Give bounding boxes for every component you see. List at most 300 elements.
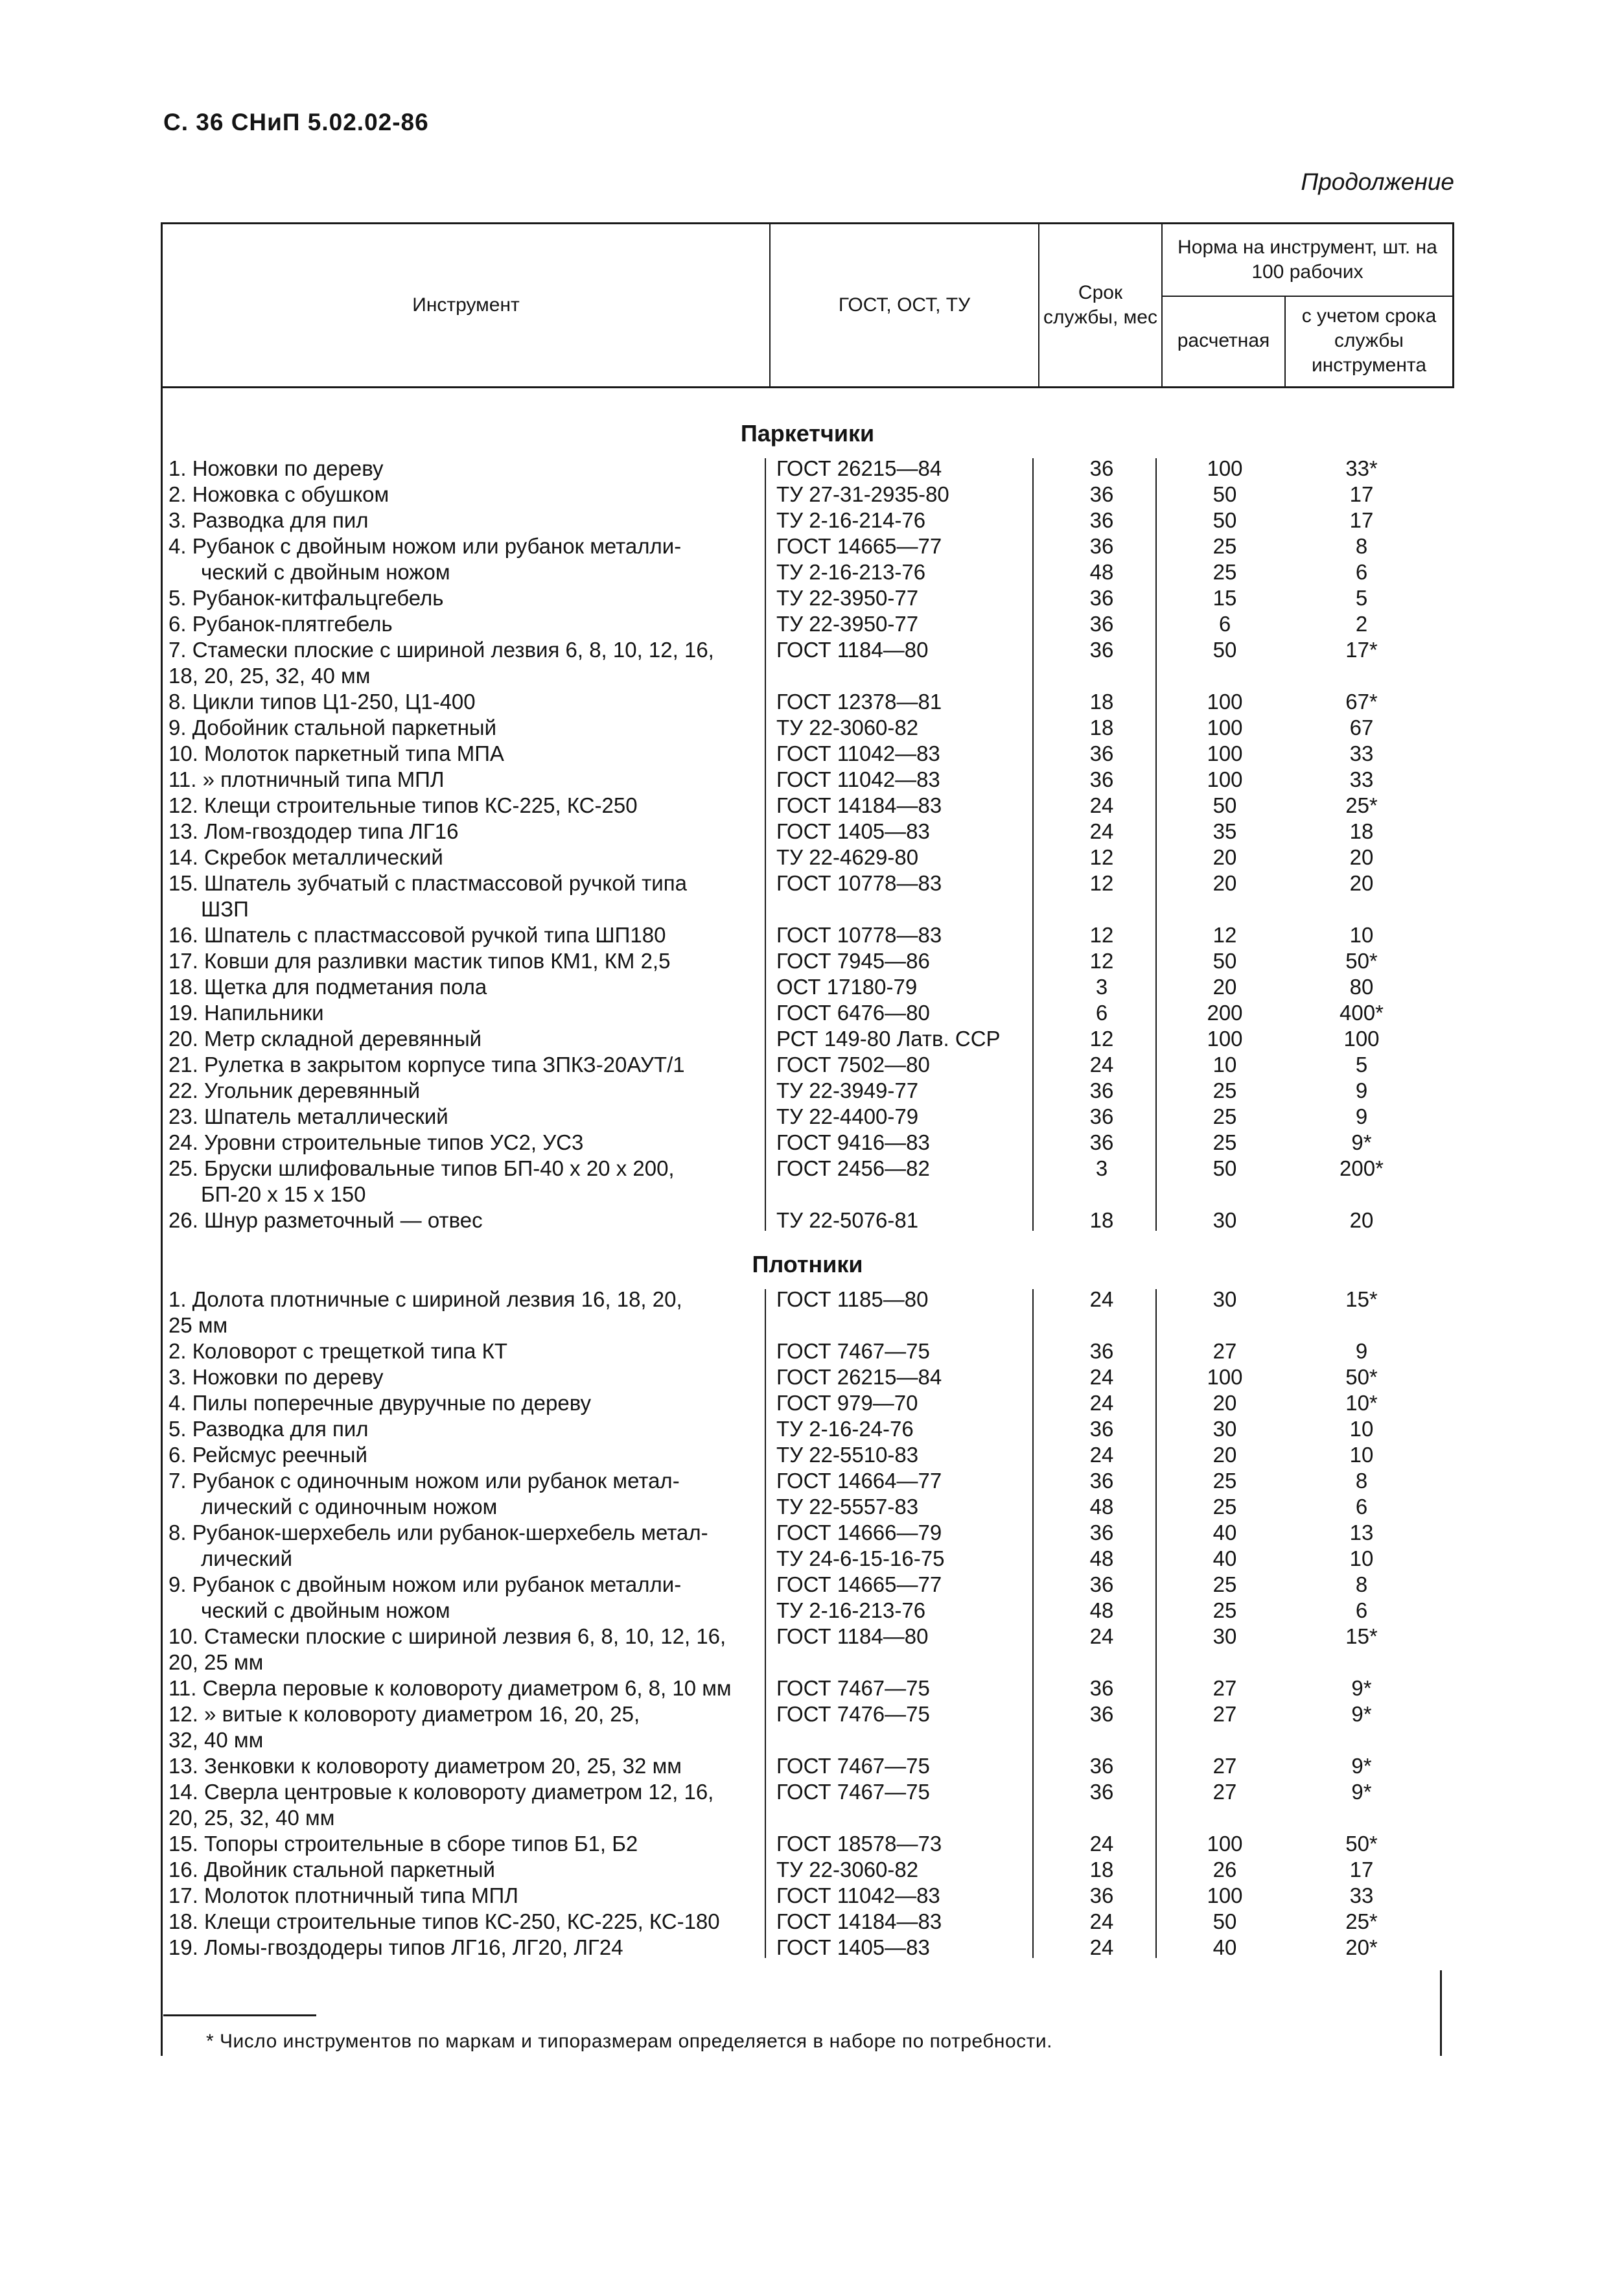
cell-service-life: 12: [1089, 1027, 1114, 1051]
cell-norm-life: 18: [1349, 819, 1374, 843]
cell-tool: 32, 40 мм: [168, 1728, 264, 1752]
column-header-norm-life: с учетом срока службы инструмента: [1301, 305, 1437, 376]
cell-norm-life: 9*: [1351, 1130, 1372, 1154]
cell-norm-calc: 100: [1207, 1027, 1243, 1051]
cell-tool: 2. Коловорот с трещеткой типа КТ: [168, 1339, 508, 1363]
cell-service-life: 18: [1089, 716, 1114, 740]
cell-norm-life: 80: [1349, 975, 1374, 999]
cell-service-life: 36: [1089, 482, 1114, 506]
cell-gost: ГОСТ 6476—80: [776, 1001, 930, 1025]
cell-service-life: 36: [1089, 612, 1114, 636]
cell-tool: 24. Уровни строительные типов УС2, УС3: [168, 1130, 584, 1154]
cell-norm-calc: 26: [1212, 1858, 1237, 1882]
cell-tool: 1. Ножовки по дереву: [168, 456, 384, 480]
cell-tool: 18, 20, 25, 32, 40 мм: [168, 664, 371, 688]
cell-tool: 16. Двойник стальной паркетный: [168, 1858, 495, 1882]
cell-norm-life: 10: [1349, 1443, 1374, 1467]
cell-gost: ТУ 27-31-2935-80: [776, 482, 949, 506]
cell-tool: 15. Шпатель зубчатый с пластмассовой ручкой типа: [168, 871, 687, 895]
cell-norm-calc: 25: [1212, 560, 1237, 584]
cell-norm-life: 100: [1343, 1027, 1380, 1051]
cell-service-life: 24: [1089, 819, 1114, 843]
cell-service-life: 36: [1089, 1676, 1114, 1700]
table-row: [163, 1831, 1453, 1857]
cell-service-life: 24: [1089, 1935, 1114, 1959]
cell-tool: 7. Стамески плоские с шириной лезвия 6, 8, 10, 12, 16,: [168, 638, 714, 662]
cell-norm-calc: 10: [1212, 1053, 1237, 1077]
cell-service-life: 24: [1089, 1624, 1114, 1648]
cell-tool: 25 мм: [168, 1313, 228, 1337]
cell-tool: 14. Скребок металлический: [168, 845, 443, 869]
table-row: [163, 819, 1453, 845]
cell-norm-calc: 20: [1212, 975, 1237, 999]
cell-tool: 12. » витые к коловороту диаметром 16, 20, 25,: [168, 1702, 640, 1726]
footnote: * Число инструментов по маркам и типоразмерам определяется в наборе по потребности.: [206, 2031, 1052, 2052]
cell-norm-life: 9*: [1351, 1780, 1372, 1804]
table-header: [161, 222, 1454, 388]
cell-tool: 3. Ножовки по дереву: [168, 1365, 384, 1389]
cell-norm-life: 20: [1349, 845, 1374, 869]
table-row: [163, 1649, 1453, 1675]
cell-service-life: 24: [1089, 1391, 1114, 1415]
cell-norm-calc: 27: [1212, 1780, 1237, 1804]
cell-service-life: 36: [1089, 1754, 1114, 1778]
column-header-norm: Норма на инструмент, шт. на 100 рабочих: [1163, 224, 1452, 297]
cell-gost: ГОСТ 9416—83: [776, 1130, 930, 1154]
cell-tool: 19. Ломы-гвоздодеры типов ЛГ16, ЛГ20, ЛГ24: [168, 1935, 623, 1959]
column-header-tool: Инструмент: [163, 224, 771, 386]
column-header-norm-calc: расчетная: [1163, 296, 1286, 386]
cell-tool: 12. Клещи строительные типов КС-225, КС-250: [168, 793, 638, 817]
cell-gost: ГОСТ 18578—73: [776, 1832, 942, 1856]
cell-tool: 20. Метр складной деревянный: [168, 1027, 482, 1051]
table-row: [163, 585, 1453, 611]
cell-gost: ГОСТ 11042—83: [776, 741, 940, 765]
cell-tool: 23. Шпатель металлический: [168, 1104, 448, 1128]
cell-norm-calc: 25: [1212, 1495, 1237, 1519]
cell-gost: ГОСТ 979—70: [776, 1391, 918, 1415]
cell-norm-calc: 100: [1207, 1832, 1243, 1856]
cell-norm-life: 9: [1355, 1104, 1368, 1128]
cell-tool: лический: [201, 1546, 293, 1570]
cell-gost: ТУ 22-3950-77: [776, 612, 919, 636]
table-row: [163, 1494, 1453, 1520]
cell-tool: 10. Молоток паркетный типа МПА: [168, 741, 504, 765]
cell-tool: 1. Долота плотничные с шириной лезвия 16, 18, 20,: [168, 1287, 682, 1311]
table-row: [163, 715, 1453, 741]
cell-norm-life: 33*: [1345, 456, 1378, 480]
table-row: [163, 1390, 1453, 1416]
cell-norm-calc: 100: [1207, 1883, 1243, 1907]
cell-norm-calc: 15: [1212, 586, 1237, 610]
cell-norm-life: 15*: [1345, 1624, 1378, 1648]
cell-gost: ГОСТ 7467—75: [776, 1676, 930, 1700]
table-row: [163, 870, 1453, 896]
table-row: [163, 1935, 1453, 1961]
table-row: [163, 482, 1453, 507]
cell-gost: ГОСТ 1184—80: [776, 1624, 929, 1648]
cell-norm-calc: 30: [1212, 1624, 1237, 1648]
cell-norm-life: 50*: [1345, 1365, 1378, 1389]
cell-tool: 18. Щетка для подметания пола: [168, 975, 487, 999]
table-row: [163, 1624, 1453, 1649]
table-row: [163, 1727, 1453, 1753]
table-row: [163, 1675, 1453, 1701]
cell-norm-life: 8: [1355, 1572, 1368, 1596]
cell-service-life: 48: [1089, 1546, 1114, 1570]
table-row: [163, 1312, 1453, 1338]
cell-norm-calc: 25: [1212, 534, 1237, 558]
cell-tool: 17. Ковши для разливки мастик типов КМ1, КМ 2,5: [168, 949, 671, 973]
cell-norm-calc: 27: [1212, 1676, 1237, 1700]
cell-tool: 9. Рубанок с двойным ножом или рубанок металли-: [168, 1572, 682, 1596]
cell-norm-life: 25*: [1345, 1909, 1378, 1933]
cell-tool: 8. Рубанок-шерхебель или рубанок-шерхебель метал-: [168, 1521, 708, 1544]
cell-norm-calc: 50: [1212, 638, 1237, 662]
cell-tool: ческий с двойным ножом: [201, 560, 450, 584]
cell-gost: ТУ 24-6-15-16-75: [776, 1546, 945, 1570]
cell-gost: ТУ 2-16-213-76: [776, 560, 926, 584]
cell-service-life: 12: [1089, 923, 1114, 947]
cell-norm-life: 5: [1355, 1053, 1368, 1077]
cell-norm-calc: 20: [1212, 871, 1237, 895]
cell-norm-life: 17: [1349, 482, 1374, 506]
column-header-service-life: Срок службы, мес: [1039, 224, 1163, 386]
cell-gost: ГОСТ 14184—83: [776, 1909, 942, 1933]
cell-gost: ТУ 2-16-24-76: [776, 1417, 914, 1441]
cell-tool: 19. Напильники: [168, 1001, 324, 1025]
cell-gost: ГОСТ 14184—83: [776, 793, 942, 817]
cell-service-life: 24: [1089, 793, 1114, 817]
cell-tool: 13. Лом-гвоздодер типа ЛГ16: [168, 819, 459, 843]
table-row: [163, 1104, 1453, 1130]
cell-tool: 4. Пилы поперечные двуручные по дереву: [168, 1391, 592, 1415]
cell-tool: 6. Рубанок-плятгебель: [168, 612, 393, 636]
cell-gost: ГОСТ 26215—84: [776, 1365, 942, 1389]
cell-tool: 2. Ножовка с обушком: [168, 482, 389, 506]
cell-norm-life: 8: [1355, 534, 1368, 558]
cell-service-life: 36: [1089, 1078, 1114, 1102]
cell-norm-calc: 50: [1212, 949, 1237, 973]
cell-norm-life: 9: [1355, 1078, 1368, 1102]
table-row: [163, 1883, 1453, 1909]
cell-norm-life: 33: [1349, 767, 1374, 791]
cell-norm-calc: 50: [1212, 1156, 1237, 1180]
table-row: [163, 1598, 1453, 1624]
table-row: [163, 1182, 1453, 1207]
table-row: [163, 1026, 1453, 1052]
cell-norm-calc: 50: [1212, 482, 1237, 506]
table-row: [163, 741, 1453, 767]
cell-gost: ТУ 2-16-214-76: [776, 508, 926, 532]
cell-norm-life: 9*: [1351, 1702, 1372, 1726]
cell-gost: ГОСТ 26215—84: [776, 456, 942, 480]
cell-norm-life: 5: [1355, 586, 1368, 610]
cell-gost: ГОСТ 1405—83: [776, 819, 930, 843]
cell-tool: 14. Сверла центровые к коловороту диаметром 12, 16,: [168, 1780, 714, 1804]
table-row: [163, 611, 1453, 637]
cell-norm-calc: 35: [1212, 819, 1237, 843]
table-row: [163, 896, 1453, 922]
cell-norm-calc: 27: [1212, 1339, 1237, 1363]
cell-gost: ГОСТ 7502—80: [776, 1053, 930, 1077]
cell-norm-life: 50*: [1345, 949, 1378, 973]
cell-norm-life: 10*: [1345, 1391, 1378, 1415]
table-row: [163, 974, 1453, 1000]
cell-gost: ГОСТ 7476—75: [776, 1702, 930, 1726]
cell-norm-life: 17: [1349, 508, 1374, 532]
cell-gost: ТУ 22-5510-83: [776, 1443, 919, 1467]
cell-service-life: 18: [1089, 1208, 1114, 1232]
table-row: [163, 637, 1453, 663]
cell-norm-life: 2: [1355, 612, 1368, 636]
cell-service-life: 36: [1089, 1521, 1114, 1544]
cell-norm-life: 6: [1355, 560, 1368, 584]
cell-gost: ТУ 22-5076-81: [776, 1208, 919, 1232]
cell-norm-calc: 20: [1212, 1391, 1237, 1415]
cell-tool: 9. Добойник стальной паркетный: [168, 716, 497, 740]
table-row: [163, 689, 1453, 715]
cell-service-life: 18: [1089, 690, 1114, 714]
cell-service-life: 18: [1089, 1858, 1114, 1882]
cell-service-life: 36: [1089, 586, 1114, 610]
cell-norm-calc: 27: [1212, 1754, 1237, 1778]
cell-gost: ГОСТ 14665—77: [776, 534, 942, 558]
cell-tool: 20, 25 мм: [168, 1650, 264, 1674]
cell-service-life: 24: [1089, 1365, 1114, 1389]
table-row: [163, 1572, 1453, 1598]
table-row: [163, 1857, 1453, 1883]
cell-tool: 5. Рубанок-китфальцгебель: [168, 586, 444, 610]
cell-norm-life: 20: [1349, 1208, 1374, 1232]
cell-norm-calc: 30: [1212, 1417, 1237, 1441]
cell-service-life: 3: [1095, 975, 1108, 999]
cell-tool: 17. Молоток плотничный типа МПЛ: [168, 1883, 518, 1907]
table-row: [163, 948, 1453, 974]
cell-service-life: 12: [1089, 949, 1114, 973]
cell-gost: РСТ 149-80 Латв. ССР: [776, 1027, 1001, 1051]
cell-gost: ТУ 22-3949-77: [776, 1078, 919, 1102]
cell-service-life: 36: [1089, 1780, 1114, 1804]
cell-gost: ГОСТ 14665—77: [776, 1572, 942, 1596]
cell-tool: БП-20 х 15 х 150: [201, 1182, 366, 1206]
cell-service-life: 12: [1089, 845, 1114, 869]
cell-norm-life: 20: [1349, 871, 1374, 895]
cell-tool: 15. Топоры строительные в сборе типов Б1, Б2: [168, 1832, 638, 1856]
cell-service-life: 36: [1089, 1104, 1114, 1128]
cell-norm-life: 9*: [1351, 1676, 1372, 1700]
cell-norm-calc: 100: [1207, 741, 1243, 765]
cell-tool: 7. Рубанок с одиночным ножом или рубанок метал-: [168, 1469, 680, 1493]
cell-service-life: 36: [1089, 1572, 1114, 1596]
table-row: [163, 1779, 1453, 1805]
page-header: С. 36 СНиП 5.02.02-86: [163, 109, 429, 135]
cell-norm-calc: 40: [1212, 1521, 1237, 1544]
table-row: [163, 1338, 1453, 1364]
cell-service-life: 36: [1089, 741, 1114, 765]
cell-norm-calc: 25: [1212, 1104, 1237, 1128]
cell-tool: 11. » плотничный типа МПЛ: [168, 767, 445, 791]
cell-tool: 25. Бруски шлифовальные типов БП-40 х 20 х 200,: [168, 1156, 675, 1180]
cell-norm-calc: 100: [1207, 456, 1243, 480]
cell-norm-calc: 100: [1207, 716, 1243, 740]
cell-norm-life: 400*: [1340, 1001, 1384, 1025]
table-row: [163, 793, 1453, 819]
table-row: [163, 1416, 1453, 1442]
table-row: [163, 663, 1453, 689]
cell-norm-life: 20*: [1345, 1935, 1378, 1959]
table-row: [163, 559, 1453, 585]
cell-tool: 22. Угольник деревянный: [168, 1078, 421, 1102]
cell-service-life: 36: [1089, 1417, 1114, 1441]
cell-norm-calc: 25: [1212, 1469, 1237, 1493]
cell-service-life: 36: [1089, 1130, 1114, 1154]
cell-tool: ческий с двойным ножом: [201, 1598, 450, 1622]
cell-service-life: 36: [1089, 534, 1114, 558]
continuation-label: Продолжение: [1301, 169, 1454, 195]
cell-norm-calc: 100: [1207, 767, 1243, 791]
cell-norm-life: 33: [1349, 741, 1374, 765]
cell-gost: ТУ 2-16-213-76: [776, 1598, 926, 1622]
cell-norm-life: 9: [1355, 1339, 1368, 1363]
table-row: [163, 456, 1453, 482]
cell-norm-life: 13: [1349, 1521, 1374, 1544]
cell-gost: ГОСТ 7467—75: [776, 1754, 930, 1778]
cell-tool: лический с одиночным ножом: [201, 1495, 498, 1519]
cell-gost: ГОСТ 1185—80: [776, 1287, 929, 1311]
cell-norm-calc: 20: [1212, 1443, 1237, 1467]
cell-norm-calc: 30: [1212, 1287, 1237, 1311]
cell-service-life: 24: [1089, 1443, 1114, 1467]
cell-norm-life: 17*: [1345, 638, 1378, 662]
cell-norm-calc: 25: [1212, 1078, 1237, 1102]
cell-norm-life: 6: [1355, 1495, 1368, 1519]
cell-service-life: 6: [1095, 1001, 1108, 1025]
table-row: [163, 1753, 1453, 1779]
column-header-gost: ГОСТ, ОСТ, ТУ: [771, 224, 1039, 386]
cell-norm-life: 10: [1349, 1417, 1374, 1441]
cell-norm-life: 10: [1349, 1546, 1374, 1570]
table-row: [163, 1805, 1453, 1831]
cell-norm-calc: 40: [1212, 1546, 1237, 1570]
cell-tool: 5. Разводка для пил: [168, 1417, 369, 1441]
cell-tool: 4. Рубанок с двойным ножом или рубанок металли-: [168, 534, 682, 558]
cell-service-life: 12: [1089, 871, 1114, 895]
cell-gost: ГОСТ 1405—83: [776, 1935, 930, 1959]
cell-norm-calc: 25: [1212, 1598, 1237, 1622]
cell-norm-life: 9*: [1351, 1754, 1372, 1778]
cell-tool: 10. Стамески плоские с шириной лезвия 6, 8, 10, 12, 16,: [168, 1624, 726, 1648]
cell-service-life: 36: [1089, 638, 1114, 662]
cell-norm-calc: 200: [1207, 1001, 1243, 1025]
cell-tool: 8. Цикли типов Ц1-250, Ц1-400: [168, 690, 476, 714]
cell-gost: ГОСТ 1184—80: [776, 638, 929, 662]
table-row: [163, 1156, 1453, 1182]
cell-service-life: 48: [1089, 1598, 1114, 1622]
table-left-border: [161, 388, 163, 2056]
section-title: Паркетчики: [740, 420, 875, 447]
cell-service-life: 36: [1089, 767, 1114, 791]
cell-gost: ГОСТ 14664—77: [776, 1469, 942, 1493]
cell-gost: ГОСТ 7467—75: [776, 1339, 930, 1363]
cell-norm-life: 33: [1349, 1883, 1374, 1907]
cell-service-life: 24: [1089, 1053, 1114, 1077]
cell-service-life: 48: [1089, 1495, 1114, 1519]
cell-tool: 6. Рейсмус реечный: [168, 1443, 367, 1467]
cell-gost: ОСТ 17180-79: [776, 975, 918, 999]
cell-norm-life: 200*: [1340, 1156, 1384, 1180]
cell-norm-life: 25*: [1345, 793, 1378, 817]
cell-gost: ТУ 22-3060-82: [776, 716, 919, 740]
cell-norm-calc: 100: [1207, 690, 1243, 714]
cell-gost: ГОСТ 14666—79: [776, 1521, 942, 1544]
cell-gost: ГОСТ 2456—82: [776, 1156, 930, 1180]
table-row: [163, 1287, 1453, 1312]
table-row: [163, 507, 1453, 533]
cell-gost: ГОСТ 12378—81: [776, 690, 942, 714]
table-row: [163, 1468, 1453, 1494]
cell-norm-calc: 25: [1212, 1130, 1237, 1154]
table-row: [163, 845, 1453, 870]
table-row: [163, 1546, 1453, 1572]
cell-norm-calc: 100: [1207, 1365, 1243, 1389]
cell-gost: ТУ 22-5557-83: [776, 1495, 919, 1519]
cell-tool: 26. Шнур разметочный — отвес: [168, 1208, 483, 1232]
cell-service-life: 36: [1089, 456, 1114, 480]
section-title: Плотники: [752, 1251, 863, 1277]
cell-service-life: 48: [1089, 560, 1114, 584]
cell-service-life: 36: [1089, 1883, 1114, 1907]
cell-tool: 16. Шпатель с пластмассовой ручкой типа ШП180: [168, 923, 666, 947]
table-row: [163, 922, 1453, 948]
table-row: [163, 1520, 1453, 1546]
table-row: [163, 1364, 1453, 1390]
table-row: [163, 1078, 1453, 1104]
cell-gost: ГОСТ 11042—83: [776, 767, 940, 791]
cell-tool: 3. Разводка для пил: [168, 508, 369, 532]
cell-service-life: 24: [1089, 1287, 1114, 1311]
cell-tool: 18. Клещи строительные типов КС-250, КС-225, КС-180: [168, 1909, 720, 1933]
cell-norm-calc: 50: [1212, 793, 1237, 817]
cell-tool: 20, 25, 32, 40 мм: [168, 1806, 335, 1830]
cell-service-life: 3: [1095, 1156, 1108, 1180]
cell-norm-life: 8: [1355, 1469, 1368, 1493]
cell-norm-calc: 25: [1212, 1572, 1237, 1596]
cell-tool: 11. Сверла перовые к коловороту диаметром 6, 8, 10 мм: [168, 1676, 732, 1700]
cell-norm-life: 6: [1355, 1598, 1368, 1622]
cell-norm-life: 17: [1349, 1858, 1374, 1882]
cell-norm-life: 67: [1349, 716, 1374, 740]
cell-norm-calc: 30: [1212, 1208, 1237, 1232]
cell-service-life: 36: [1089, 1469, 1114, 1493]
cell-norm-life: 50*: [1345, 1832, 1378, 1856]
cell-service-life: 24: [1089, 1832, 1114, 1856]
cell-tool: 21. Рулетка в закрытом корпусе типа ЗПКЗ-20АУТ/1: [168, 1053, 685, 1077]
table-row: [163, 1909, 1453, 1935]
table-right-border: [1440, 1970, 1442, 2056]
table-row: [163, 1000, 1453, 1026]
table-row: [163, 1130, 1453, 1156]
cell-service-life: 36: [1089, 1339, 1114, 1363]
table-row: [163, 533, 1453, 559]
cell-gost: ГОСТ 7467—75: [776, 1780, 930, 1804]
table-row: [163, 767, 1453, 793]
cell-service-life: 36: [1089, 1702, 1114, 1726]
cell-gost: ГОСТ 10778—83: [776, 871, 942, 895]
cell-norm-life: 67*: [1345, 690, 1378, 714]
table-row: [163, 1052, 1453, 1078]
cell-norm-calc: 40: [1212, 1935, 1237, 1959]
